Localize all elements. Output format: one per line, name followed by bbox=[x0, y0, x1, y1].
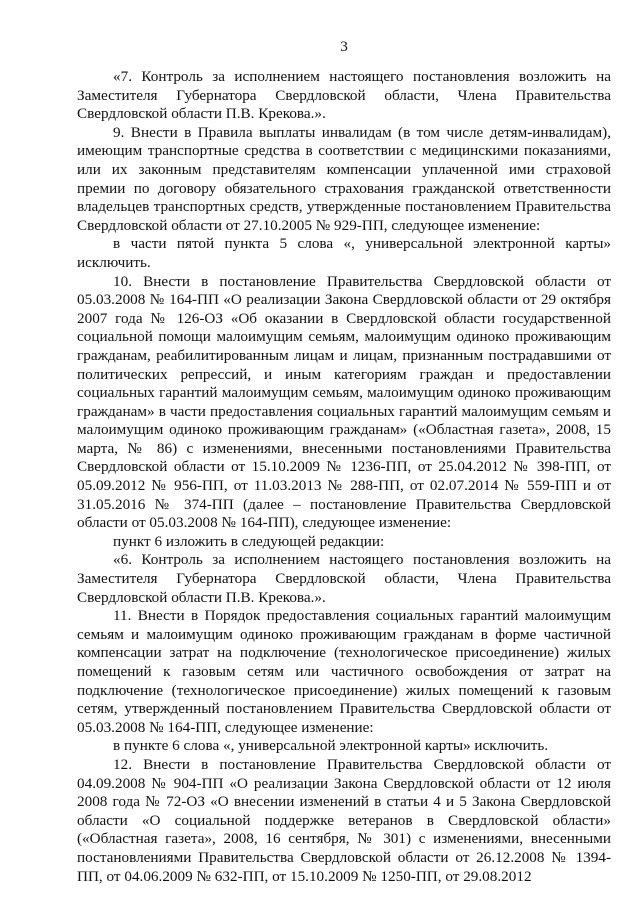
paragraph-11-change: в пункте 6 слова «, универсальной электронной карты» исключить. bbox=[113, 737, 549, 755]
paragraph-10-change-intro: пункт 6 изложить в следующей редакции: bbox=[113, 532, 385, 550]
document-page bbox=[77, 38, 611, 886]
paragraph-9-amendment: 9. Внести в Правила выплаты инвалидам (в том числе детям-инвалидам), имеющим транспортные средства в соответствии с медицинскими показаниями, или их законным представителям компенсации уплаченной ими страховой премии по договору обязательного страхования гражданской ответственности владельцев транспортных средств, утвержденные постановлением Правительства Свердловской области от 27.10.2005 № 929-ПП, следующее изменение: bbox=[77, 123, 611, 234]
paragraph-10-new-text: «6. Контроль за исполнением настоящего постановления возложить на Заместителя Губернатора Свердловской области, Члена Правительства Свердловской области П.В. Крекова.». bbox=[77, 551, 611, 606]
paragraph-10-amendment: 10. Внести в постановление Правительства Свердловской области от 05.03.2008 № 164-ПП «О реализации Закона Свердловской области от 29 октября 2007 года № 126-ОЗ «Об оказании в Свердловской области государственной социальной помощи малоимущим семьям, малоимущим одиноко проживающим гражданам, реабилитированным лицам и лицам, признанным пострадавшими от политических репрессий, и иным категориям граждан и предоставлении социальных гарантий малоимущим семьям, малоимущим одиноко проживающим гражданам» в части предоставления социальных гарантий малоимущим семьям и малоимущим одиноко проживающим гражданам» («Областная газета», 2008, 15 марта, № 86) с изменениями, внесенными постановлениями Правительства Свердловской области от 15.10.2009 № 1236-ПП, от 25.04.2012 № 398-ПП, от 05.09.2012 № 956-ПП, от 11.03.2013 № 288-ПП, от 02.07.2014 № 559-ПП и от 31.05.2016 № 374-ПП (далее – постановление Правительства Свердловской области от 05.03.2008 № 164-ПП), следующее изменение: bbox=[77, 272, 611, 532]
paragraph-12-amendment: 12. Внести в постановление Правительства Свердловской области от 04.09.2008 № 904-ПП «О реализации Закона Свердловской области от 12 июля 2008 года № 72-ОЗ «О внесении изменений в статьи 4 и 5 Закона Свердловской области «О социальной поддержке ветеранов в Свердловской области» («Областная газета», 2008, 16 сентября, № 301) с изменениями, внесенными постановлениями Правительства Свердловской области от 26.12.2008 № 1394-ПП, от 04.06.2009 № 632-ПП, от 15.10.2009 № 1250-ПП, от 29.08.2012 bbox=[77, 755, 611, 885]
paragraph-7-control: «7. Контроль за исполнением настоящего постановления возложить на Заместителя Губернатора Свердловской области, Члена Правительства Свердловской области П.В. Крекова.». bbox=[77, 68, 611, 123]
paragraph-9-change: в части пятой пункта 5 слова «, универсальной электронной карты» исключить. bbox=[77, 235, 611, 271]
page-number: 3 bbox=[340, 38, 348, 55]
paragraph-11-amendment: 11. Внести в Порядок предоставления социальных гарантий малоимущим семьям и малоимущим одиноко проживающим гражданам в форме частичной компенсации затрат на подключение (технологическое присоединение) жилых помещений к газовым сетям или частичного освобождения от затрат на подключение (технологическое присоединение) жилых помещений к газовым сетям, утвержденный постановлением Правительства Свердловской области от 05.03.2008 № 164-ПП, следующее изменение: bbox=[77, 607, 611, 736]
